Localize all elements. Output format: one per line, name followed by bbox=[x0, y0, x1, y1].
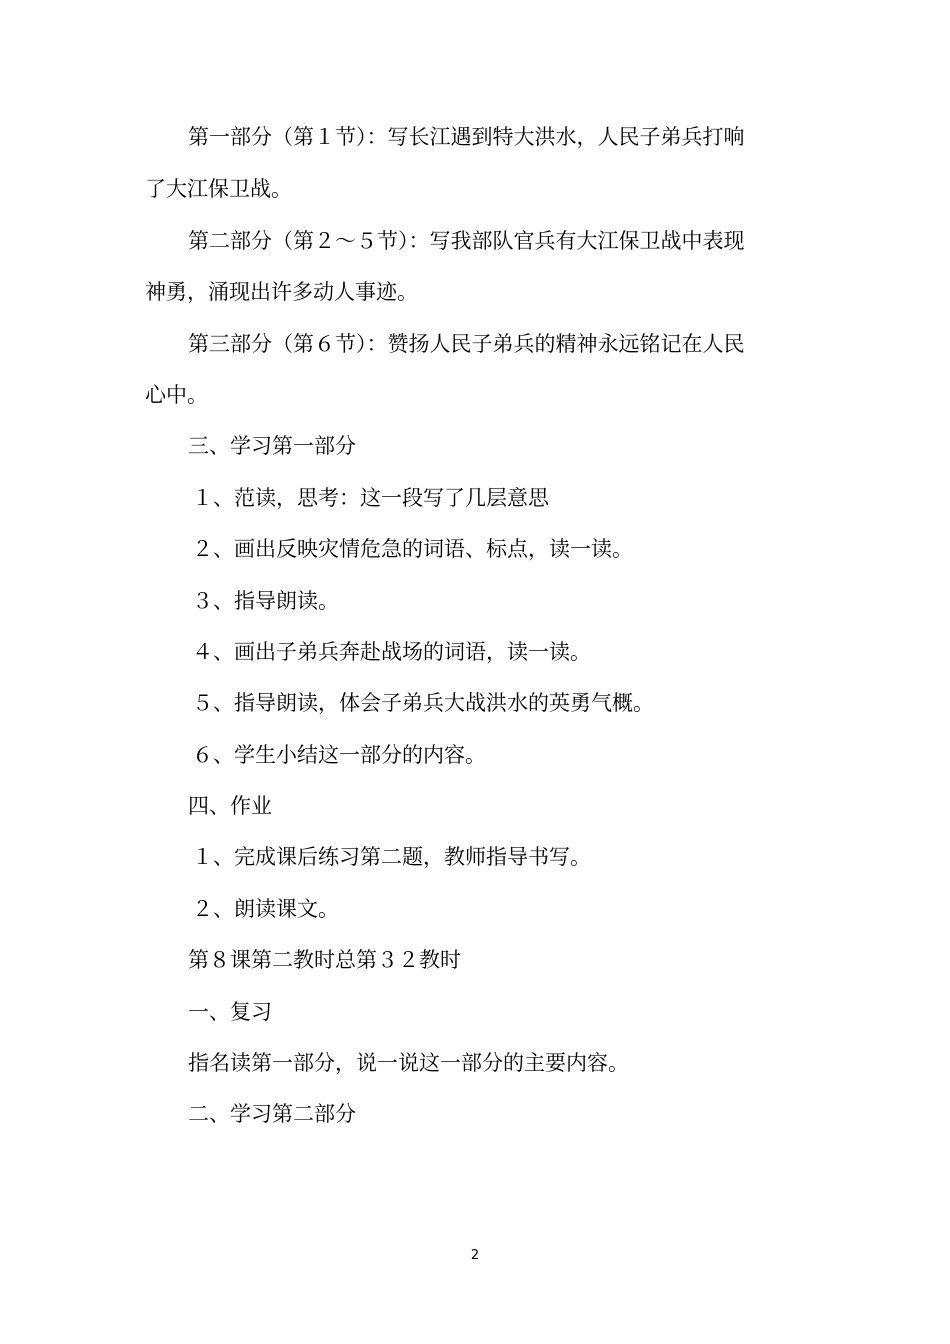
list-item-6: ６、学生小结这一部分的内容。 bbox=[192, 743, 486, 767]
list-item-1: １、范读，思考：这一段写了几层意思 bbox=[192, 486, 549, 510]
list-item-4: ４、画出子弟兵奔赴战场的词语，读一读。 bbox=[192, 640, 591, 664]
paragraph-part-two-line-1: 第二部分（第２～５节）：写我部队官兵有大江保卫战中表现 bbox=[188, 229, 745, 253]
list-item-5: ５、指导朗读，体会子弟兵大战洪水的英勇气概。 bbox=[192, 691, 654, 715]
lesson-header: 第８课第二教时总第３２教时 bbox=[188, 948, 461, 972]
section-heading-study-part-one: 三、学习第一部分 bbox=[188, 434, 356, 458]
page-number: 2 bbox=[470, 1248, 480, 1263]
paragraph-part-two-line-2: 神勇，涌现出许多动人事迹。 bbox=[145, 280, 418, 304]
paragraph-part-three-line-1: 第三部分（第６节）：赞扬人民子弟兵的精神永远铭记在人民 bbox=[188, 332, 745, 356]
section-heading-study-part-two: 二、学习第二部分 bbox=[188, 1102, 356, 1126]
list-item-2: ２、画出反映灾情危急的词语、标点，读一读。 bbox=[192, 537, 633, 561]
review-instruction: 指名读第一部分，说一说这一部分的主要内容。 bbox=[188, 1051, 629, 1075]
section-heading-homework: 四、作业 bbox=[188, 794, 272, 818]
homework-item-2: ２、朗读课文。 bbox=[192, 897, 339, 921]
list-item-3: ３、指导朗读。 bbox=[192, 589, 339, 613]
section-heading-review: 一、复习 bbox=[188, 1000, 272, 1024]
paragraph-part-three-line-2: 心中。 bbox=[145, 383, 208, 407]
paragraph-part-one-line-1: 第一部分（第１节）：写长江遇到特大洪水，人民子弟兵打响 bbox=[188, 125, 745, 149]
homework-item-1: １、完成课后练习第二题，教师指导书写。 bbox=[192, 845, 591, 869]
paragraph-part-one-line-2: 了大江保卫战。 bbox=[145, 177, 292, 201]
